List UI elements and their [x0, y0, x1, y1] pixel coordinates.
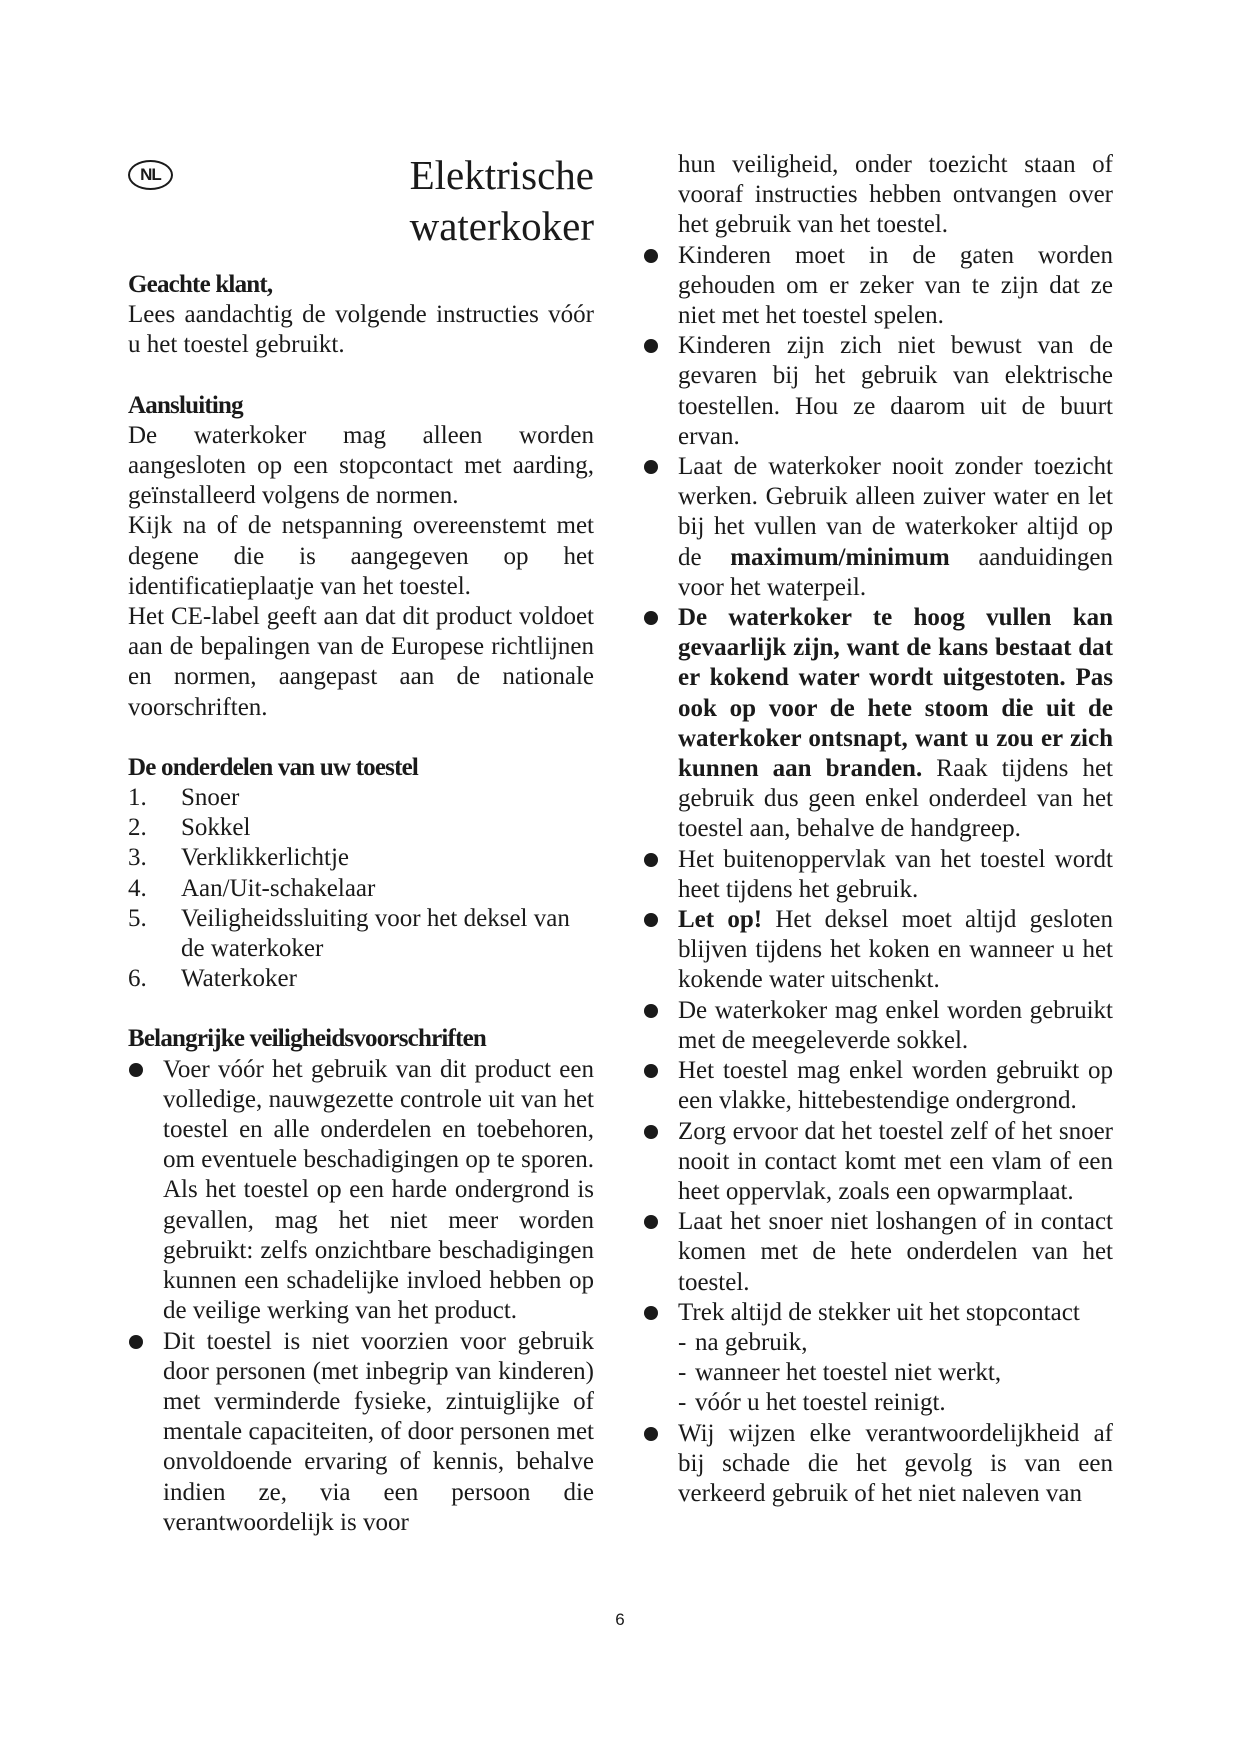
sub-item: - wanneer het toestel niet werkt, — [678, 1358, 1113, 1388]
safety-item: Wij wijzen elke verantwoordelijkheid af bij schade die het gevolg is van een verkeerd gebruik of het niet naleven van — [643, 1419, 1113, 1510]
safety-list-left — [128, 1055, 594, 1538]
safety-item-continued: hun veiligheid, onder toezicht staan of vooraf instructies hebben ontvangen over het gebruik van het toestel. — [678, 151, 1113, 239]
safety-item: Let op! Het deksel moet altijd gesloten blijven tijdens het koken en wanneer u het kokende water uitschenkt. — [643, 905, 1113, 996]
safety-item: Het toestel mag enkel worden gebruikt op een vlakke, hittebestendige ondergrond. — [643, 1056, 1113, 1116]
list-item: 6. Waterkoker — [128, 965, 297, 993]
safety-item: Trek altijd de stekker uit het stopcontact - na gebruik, - wanneer het toestel niet werkt, - vóór u het toestel reinigt. — [643, 1298, 1113, 1419]
parts-heading: De onderdelen van uw toestel — [128, 753, 419, 781]
safety-item: Zorg ervoor dat het toestel zelf of het snoer nooit in contact komt met een vlam of een heet oppervlak, zoals een opwarmplaat. — [643, 1117, 1113, 1208]
safety-item: De waterkoker te hoog vullen kan gevaarlijk zijn, want de kans bestaat dat er kokend water wordt uitgestoten. Pas ook op voor de hete stoom die uit de waterkoker ontsnapt, want u zou er zich kunnen aan branden. Raak tijdens het gebruik dus geen enkel onderdeel van het toestel aan, behalve de handgreep. — [643, 603, 1113, 845]
language-badge: NL — [128, 160, 173, 190]
safety-item: De waterkoker mag enkel worden gebruikt met de meegeleverde sokkel. — [643, 996, 1113, 1056]
safety-item: Kinderen zijn zich niet bewust van de gevaren bij het gebruik van elektrische toestellen. Hou ze daarom uit de buurt ervan. — [643, 331, 1113, 452]
connection-paragraph-1: De waterkoker mag alleen worden aangesloten op een stopcontact met aarding, geïnstalleerd volgens de normen. — [128, 421, 594, 510]
safety-heading: Belangrijke veiligheidsvoorschriften — [128, 1025, 486, 1053]
sub-item: - na gebruik, — [678, 1328, 1113, 1358]
safety-item: Laat het snoer niet loshangen of in contact komen met de hete onderdelen van het toestel. — [643, 1207, 1113, 1298]
list-item: 2. Sokkel — [128, 814, 251, 842]
title-line-2: waterkoker — [409, 203, 594, 249]
page-number: 6 — [615, 1610, 625, 1629]
left-column — [128, 150, 594, 1538]
intro-text: Lees aandachtig de volgende instructies vóór u het toestel gebruikt. — [128, 301, 594, 359]
safety-item: Het buitenoppervlak van het toestel wordt heet tijdens het gebruik. — [643, 845, 1113, 905]
right-column — [643, 150, 1113, 1509]
list-item: 4. Aan/Uit-schakelaar — [128, 874, 376, 902]
connection-paragraph-3: Het CE-label geeft aan dat dit product voldoet aan de bepalingen van de Europese richtlijnen en normen, aangepast aan de nationale voorschriften. — [128, 603, 594, 721]
connection-heading: Aansluiting — [128, 391, 243, 419]
safety-list-right — [643, 150, 1113, 1509]
safety-item: Laat de waterkoker nooit zonder toezicht werken. Gebruik alleen zuiver water en let bij het vullen van de waterkoker altijd op de maximum/minimum aanduidingen voor het waterpeil. — [643, 452, 1113, 603]
safety-item: Kinderen moet in de gaten worden gehouden om er zeker van te zijn dat ze niet met het toestel spelen. — [643, 241, 1113, 332]
list-item: 5. Veiligheidssluiting voor het deksel van de waterkoker — [128, 904, 570, 963]
parts-list — [128, 783, 594, 994]
connection-paragraph-2: Kijk na of de netspanning overeenstemt met degene die is aangegeven op het identificatieplaatje van het toestel. — [128, 512, 594, 600]
list-item: 3. Verklikkerlichtje — [128, 844, 349, 872]
sub-item: - vóór u het toestel reinigt. — [678, 1388, 1113, 1418]
safety-item: Dit toestel is niet voorzien voor gebruik door personen (met inbegrip van kinderen) met verminderde fysieke, zintuiglijke of mentale capaciteiten, of door personen met onvoldoende ervaring of kennis, behalve indien ze, via een persoon die verantwoordelijk is voor — [128, 1327, 594, 1538]
greeting: Geachte klant, — [128, 271, 273, 298]
list-item: 1. Snoer — [128, 784, 240, 812]
safety-item: Voer vóór het gebruik van dit product een volledige, nauwgezette controle uit van het toestel en alle onderdelen en toebehoren, om eventuele beschadigingen op te sporen. Als het toestel op een harde ondergrond is gevallen, mag het niet meer worden gebruikt: zelfs onzichtbare beschadigingen kunnen een schadelijke invloed hebben op de veilige werking van het product. — [128, 1055, 594, 1327]
title-line-1: Elektrische — [409, 152, 594, 198]
